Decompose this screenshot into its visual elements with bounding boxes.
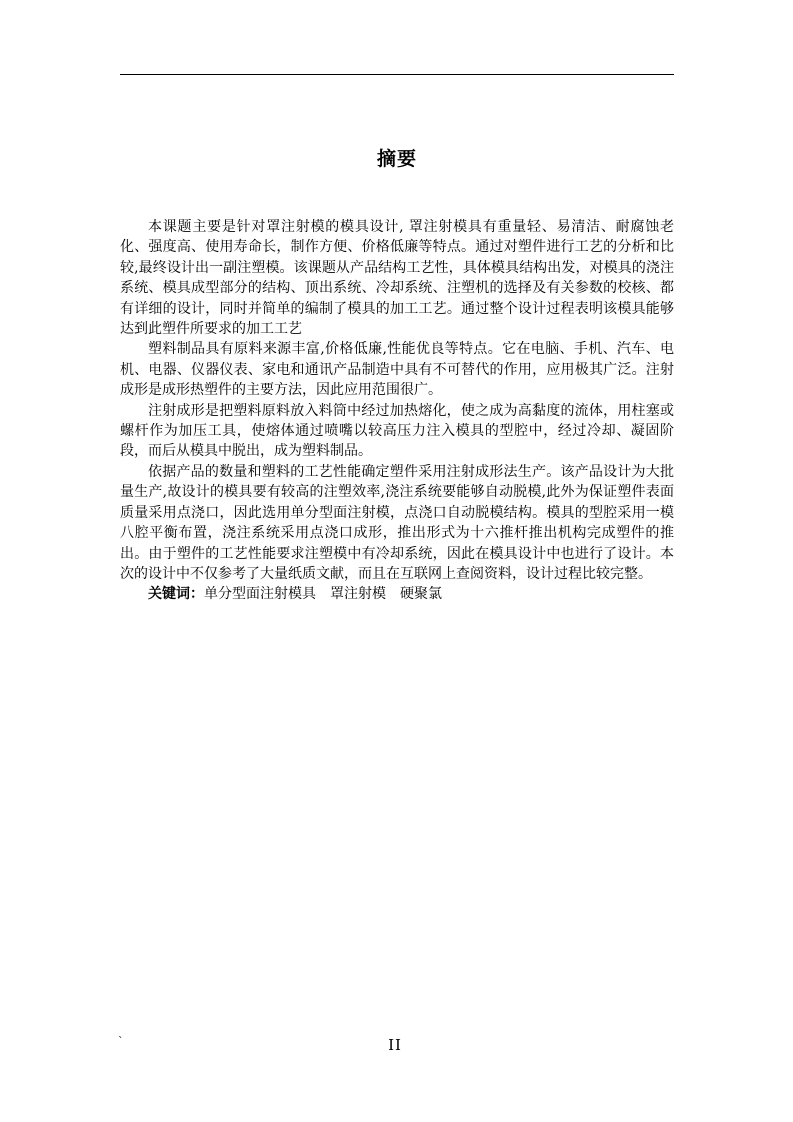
keyword-term: 单分型面注射模具	[204, 586, 316, 603]
keywords-line	[120, 584, 674, 604]
page-number: II	[388, 1036, 402, 1054]
keywords-label: 关键词：	[148, 586, 204, 603]
paragraph-4: 依据产品的数量和塑料的工艺性能确定塑件采用注射成形法生产。该产品设计为大批量生产,故设计的模具要有较高的注塑效率,浇注系统要能够自动脱模,此外为保证塑件表面质量采用点浇口，因此选用单分型面注射模，点浇口自动脱模结构。模具的型腔采用一模八腔平衡布置，浇注系统采用点浇口成形，推出形式为十六推杆推出机构完成塑件的推出。由于塑件的工艺性能要求注塑模中有冷却系统，因此在模具设计中也进行了设计。本次的设计中不仅参考了大量纸质文献，而且在互联网上查阅资料，设计过程比较完整。	[120, 463, 674, 582]
abstract-body	[120, 217, 674, 605]
paragraph-3: 注射成形是把塑料原料放入料筒中经过加热熔化，使之成为高黏度的流体，用柱塞或螺杆作为加压工具，使熔体通过喷嘴以较高压力注入模具的型腔中，经过冷却、凝固阶段，而后从模具中脱出，成为塑料制品。	[120, 402, 674, 460]
paragraph-2: 塑料制品具有原料来源丰富,价格低廉,性能优良等特点。它在电脑、手机、汽车、电机、电器、仪器仪表、家电和通讯产品制造中具有不可替代的作用，应用极其广泛。注射成形是成形热塑件的主要方法，因此应用范围很广。	[120, 341, 674, 399]
header-rule	[120, 74, 674, 75]
keyword-term: 罩注射模	[330, 586, 386, 603]
paragraph-1: 本课题主要是针对罩注射模的模具设计, 罩注射模具有重量轻、易清洁、耐腐蚀老化、强度高、使用寿命长，制作方便、价格低廉等特点。通过对塑件进行工艺的分析和比较,最终设计出一副注塑模。该课题从产品结构工艺性，具体模具结构出发，对模具的浇注系统、模具成型部分的结构、顶出系统、冷却系统、注塑机的选择及有关参数的校核、都有详细的设计，同时并简单的编制了模具的加工工艺。通过整个设计过程表明该模具能够达到此塑件所要求的加工工艺	[120, 219, 674, 338]
page-title: 摘要	[376, 148, 417, 170]
keyword-term: 硬聚氯	[400, 586, 442, 603]
footer-mark: `	[118, 1035, 124, 1048]
